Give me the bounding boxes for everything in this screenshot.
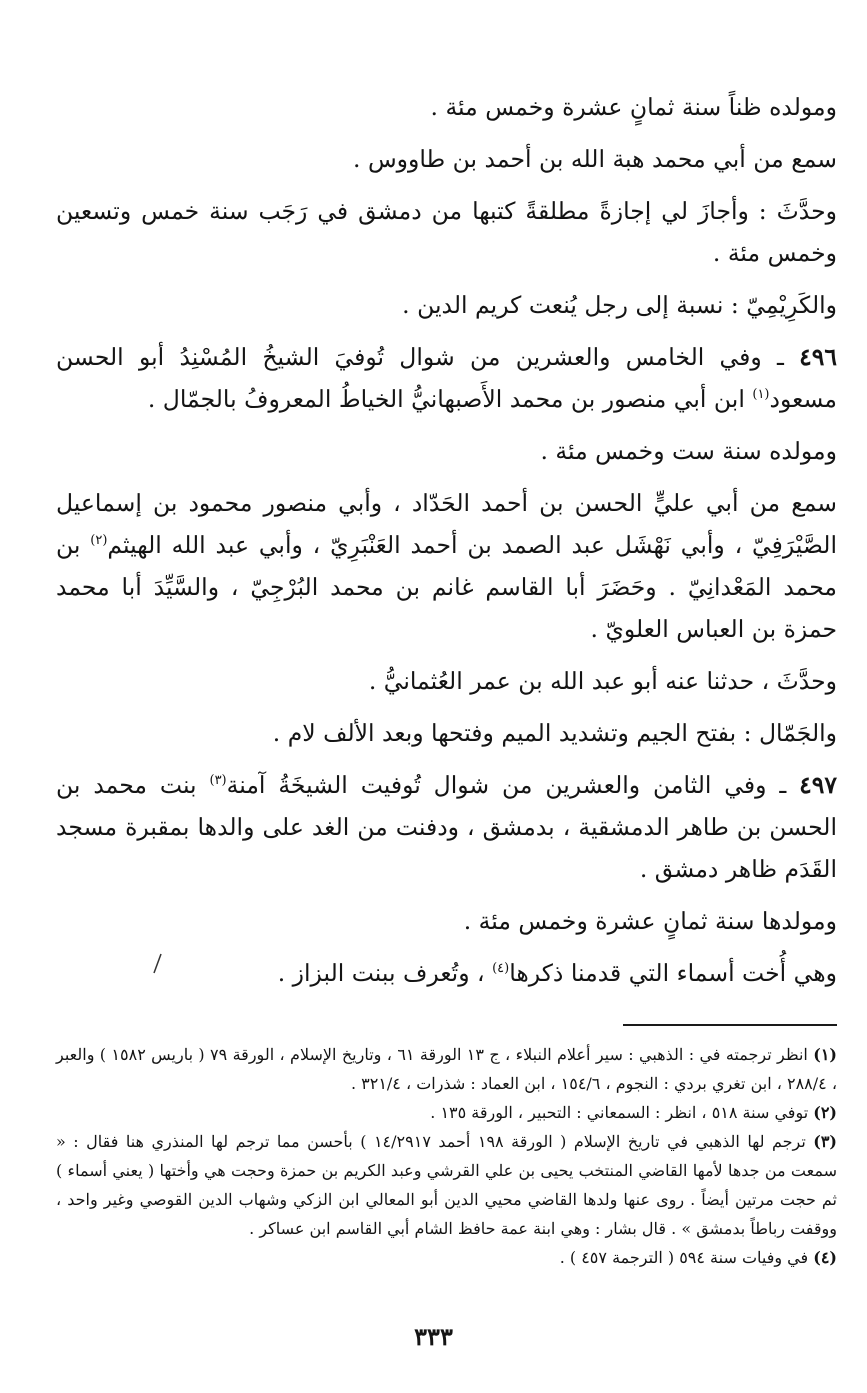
footnote-text: ترجم لها الذهبي في تاريخ الإسلام ( الورقة ١٩٨ أحمد ١٤/٢٩١٧ ) بأحسن مما ترجم لها المنذري هنا فقال : « سمعت من جدها لأمها القاضي المنتخب يحيى بن علي القرشي وعبد الكريم بن حمزة وحجت هي وأختها ( يعني أسماء ) ثم حجت مرتين أيضاً . روى عنها ولدها القاضي محيي الدين أبو المعالي ابن الزكي وشهاب الدين القوصي وغير واحد ، ووقفت رباطاً بدمشق » . قال بشار : وهي ابنة عمة حافظ الشام أبي القاسم ابن عساكر . [56,1132,838,1238]
paragraph: ومولده ظناً سنة ثمانٍ عشرة وخمس مئة . [430,93,837,121]
paragraph-text: بن محمد المَعْدانِيّ . وحَضَرَ أبا القاسم غانم بن محمد البُرْجِيّ ، والسَّيِّدَ أبا محمد حمزة بن العباس العلويّ . [56,531,837,643]
paragraph-text: وهي أُخت أسماء التي قدمنا ذكرها [509,959,837,987]
paragraph: والكَرِيْمِيّ : نسبة إلى رجل يُنعت كريم الدين . [402,291,837,319]
entry-number: ٤٩٦ [799,343,837,371]
paragraph-text: سمع من أبي عليٍّ الحسن بن أحمد الحَدّاد ، وأبي منصور محمود بن إسماعيل الصَّيْرَفِيّ ، وأبي نَهْشَل عبد الصمد بن أحمد العَنْبَرِيّ ، وأبي عبد الله الهيثم [56,489,837,559]
entry-number: ٤٩٧ [799,771,837,799]
entry-text: ـ وفي الثامن والعشرين من شوال تُوفيت الشيخَةُ آمنة [226,771,800,799]
paragraph: سمع من أبي محمد هبة الله بن أحمد بن طاووس . [353,145,837,173]
footnote-ref: (٢) [90,533,108,549]
footnote [56,1243,837,1272]
paragraph [56,952,837,994]
footnote [56,1098,837,1127]
footnote-text: توفي سنة ٥١٨ ، انظر : السمعاني : التحبير ، الورقة ١٣٥ . [430,1103,814,1122]
entry-496 [56,336,837,420]
footnote-ref: (١) [752,387,770,403]
entry-text: بنت محمد بن الحسن بن طاهر الدمشقية ، بدمشق ، ودفنت من الغد على والدها بمقبرة مسجد القَدَم ظاهر دمشق . [56,771,837,883]
footnote-divider [623,1024,837,1026]
paragraph: ومولده سنة ست وخمس مئة . [540,437,837,465]
main-text [56,86,837,1004]
entry-text: ـ وفي الخامس والعشرين من شوال تُوفيَ الشيخُ المُسْنِدُ أبو الحسن مسعود [56,343,837,413]
paragraph: وحدَّثَ ، حدثنا عنه أبو عبد الله بن عمر العُثمانيُّ . [368,667,837,695]
footnote-number: (٣) [813,1132,837,1151]
footnote-number: (٢) [813,1103,837,1122]
footnote-text: في وفيات سنة ٥٩٤ ( الترجمة ٤٥٧ ) . [559,1248,814,1267]
paragraph-text: ، وتُعرف ببنت البزاز . [277,959,493,987]
paragraph: والجَمّال : بفتح الجيم وتشديد الميم وفتحها وبعد الألف لام . [272,719,837,747]
paragraph: ومولدها سنة ثمانٍ عشرة وخمس مئة . [463,907,837,935]
footnote-text: انظر ترجمته في : الذهبي : سير أعلام النبلاء ، ج ١٣ الورقة ٦١ ، وتاريخ الإسلام ، الورقة ٧٩ ( باريس ١٥٨٢ ) والعبر ، ٢٨٨/٤ ، ابن تغري بردي : النجوم ، ١٥٤/٦ ، ابن العماد : شذرات ، ٣٢١/٤ . [56,1045,837,1093]
footnote [56,1127,837,1243]
pen-mark-icon [150,952,164,976]
entry-497 [56,764,837,890]
entry-text: ابن أبي منصور بن محمد الأَصبهانيُّ الخياطُ المعروفُ بالجمّال . [147,385,753,413]
footnote-ref: (٤) [492,961,510,977]
page-number: ٣٣٣ [414,1322,453,1351]
footnote-number: (١) [813,1045,837,1064]
footnotes [56,1040,837,1272]
paragraph: وحدَّثَ : وأجازَ لي إجازةً مطلقةً كتبها من دمشق في رَجَب سنة خمس وتسعين وخمس مئة . [56,197,837,267]
footnote-number: (٤) [813,1248,837,1267]
footnote-ref: (٣) [209,773,227,789]
footnote [56,1040,837,1098]
paragraph [56,482,837,650]
